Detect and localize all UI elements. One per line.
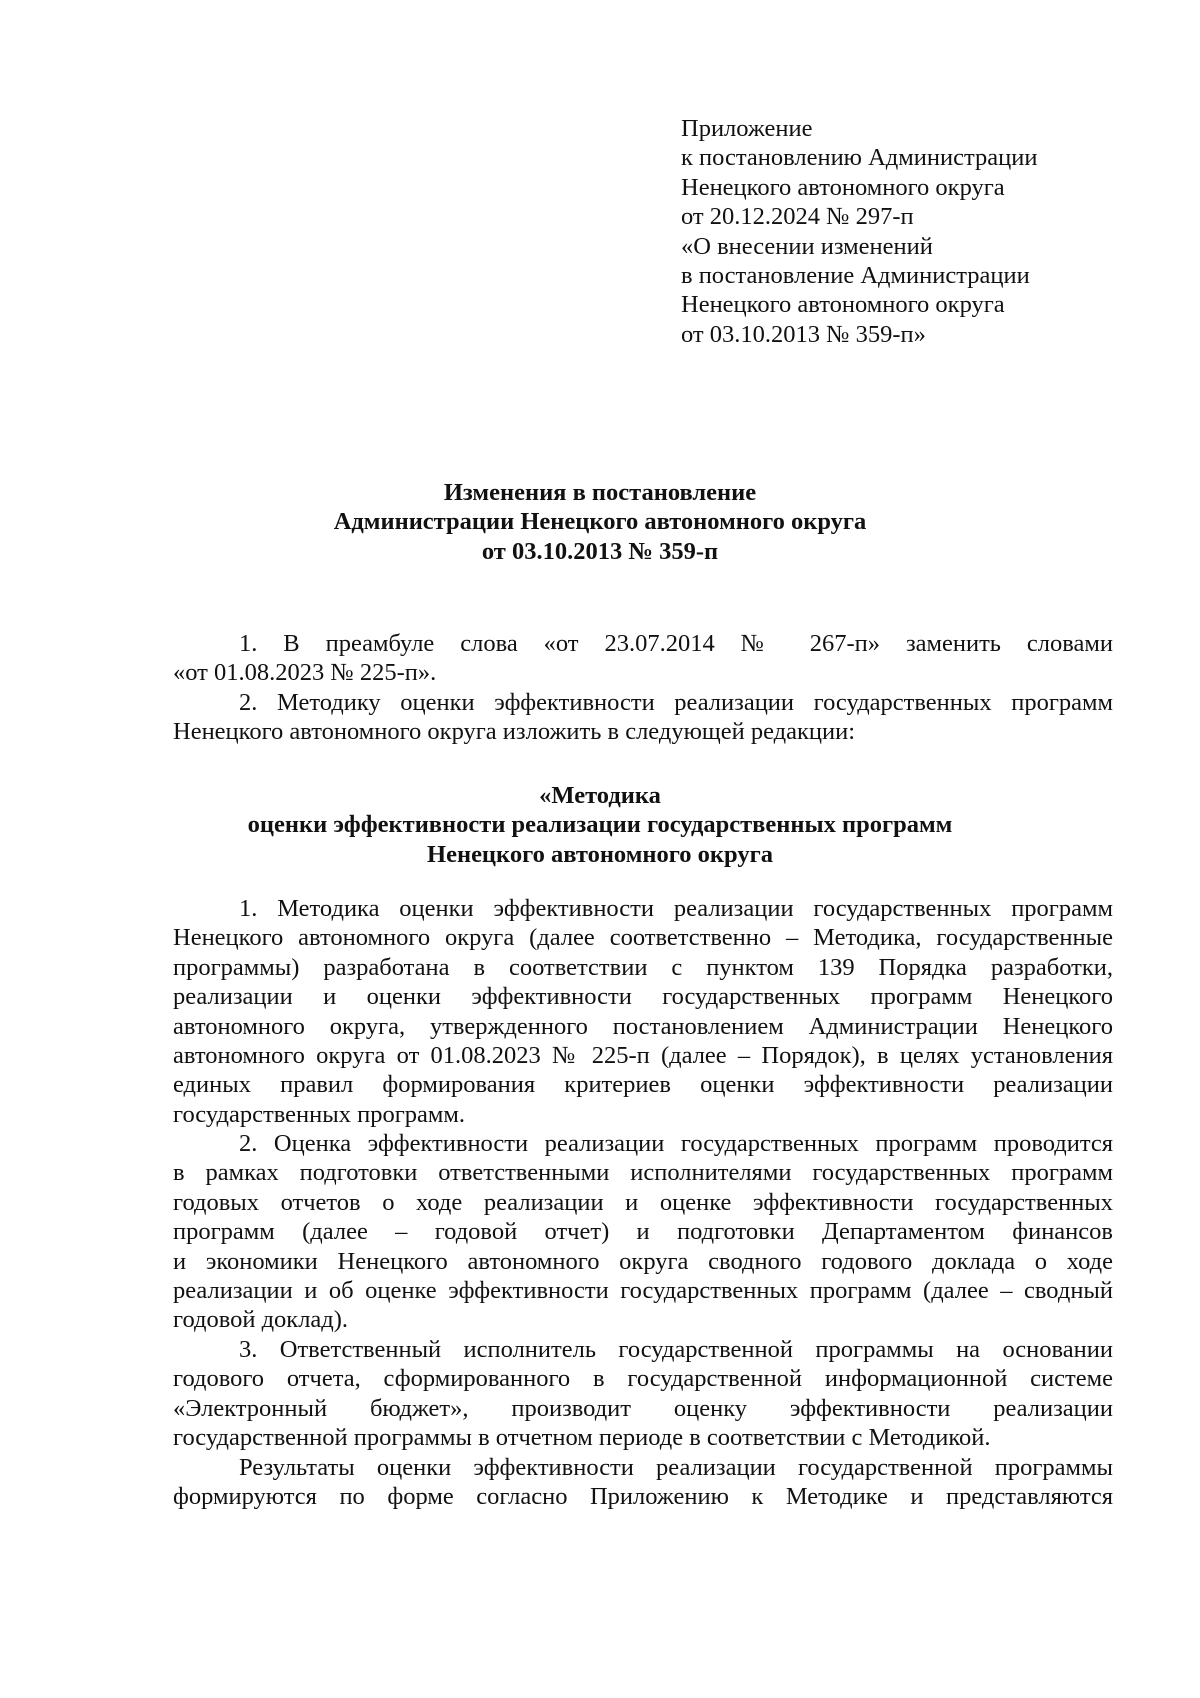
text-line: реализации и оценки эффективности государственных программ Ненецкого: [173, 983, 1113, 1011]
appendix-line: от 03.10.2013 № 359-п»: [681, 320, 926, 348]
body-item-1: [173, 629, 1113, 688]
text-line: годового отчета, сформированного в государственной информационной системе: [173, 1365, 1113, 1393]
text-line: и экономики Ненецкого автономного округа сводного годового доклада о ходе: [173, 1247, 1113, 1275]
text-line: автономного округа от 01.08.2023 № 225-п (далее – Порядок), в целях установления: [173, 1042, 1113, 1070]
appendix-header: [681, 114, 1151, 349]
text-line: программ (далее – годовой отчет) и подготовки Департаментом финансов: [173, 1218, 1113, 1246]
text-line: 1. Методика оценки эффективности реализации государственных программ: [239, 895, 1113, 922]
appendix-line: Приложение: [681, 115, 813, 142]
text-line: «Электронный бюджет», производит оценку эффективности реализации: [173, 1394, 1113, 1422]
method-paragraph-3: [173, 1335, 1113, 1453]
text-line: государственных программ.: [173, 1100, 466, 1128]
text-line: реализации и об оценке эффективности государственных программ (далее – сводный: [173, 1277, 1113, 1305]
text-line: 2. Методику оценки эффективности реализации государственных программ: [239, 689, 1113, 716]
appendix-line: в постановление Администрации: [681, 262, 1030, 290]
appendix-line: «О внесении изменений: [681, 232, 933, 260]
method-title-line: оценки эффективности реализации государственных программ: [247, 811, 953, 839]
document-title: [100, 478, 1100, 566]
text-line: в рамках подготовки ответственными исполнителями государственных программ: [173, 1159, 1113, 1187]
appendix-line: к постановлению Администрации: [681, 144, 1038, 172]
method-title-line: «Методика: [539, 782, 661, 809]
method-title: [100, 781, 1100, 869]
text-line: единых правил формирования критериев оценки эффективности реализации: [173, 1071, 1113, 1099]
text-line: 2. Оценка эффективности реализации государственных программ проводится: [239, 1130, 1113, 1157]
text-line: автономного округа, утвержденного постановлением Администрации Ненецкого: [173, 1012, 1113, 1040]
text-line: Ненецкого автономного округа (далее соответственно – Методика, государственные: [173, 924, 1113, 952]
text-line: годовых отчетов о ходе реализации и оценке эффективности государственных: [173, 1188, 1113, 1216]
method-paragraph-4: [173, 1453, 1113, 1512]
appendix-line: Ненецкого автономного округа: [681, 173, 1005, 201]
appendix-line: от 20.12.2024 № 297-п: [681, 203, 914, 231]
text-line: 1. В преамбуле слова «от 23.07.2014 № 267-п» заменить словами: [239, 630, 1113, 657]
text-line: 3. Ответственный исполнитель государственной программы на основании: [239, 1336, 1113, 1363]
text-line: «от 01.08.2023 № 225-п».: [173, 659, 437, 687]
method-paragraph-1: [173, 894, 1113, 1129]
title-line: от 03.10.2013 № 359-п: [481, 537, 719, 565]
method-paragraph-2: [173, 1129, 1113, 1335]
title-line: Администрации Ненецкого автономного округа: [333, 508, 867, 536]
text-line: формируются по форме согласно Приложению к Методике и представляются: [173, 1483, 1113, 1511]
appendix-line: Ненецкого автономного округа: [681, 291, 1005, 319]
body-item-2: [173, 688, 1113, 747]
text-line: программы) разработана в соответствии с пунктом 139 Порядка разработки,: [173, 953, 1113, 981]
text-line: Результаты оценки эффективности реализации государственной программы: [239, 1454, 1113, 1481]
method-title-line: Ненецкого автономного округа: [427, 840, 773, 868]
title-line: Изменения в постановление: [443, 479, 757, 506]
text-line: государственной программы в отчетном периоде в соответствии с Методикой.: [173, 1424, 991, 1452]
text-line: годовой доклад).: [173, 1306, 349, 1334]
text-line: Ненецкого автономного округа изложить в следующей редакции:: [173, 718, 856, 746]
